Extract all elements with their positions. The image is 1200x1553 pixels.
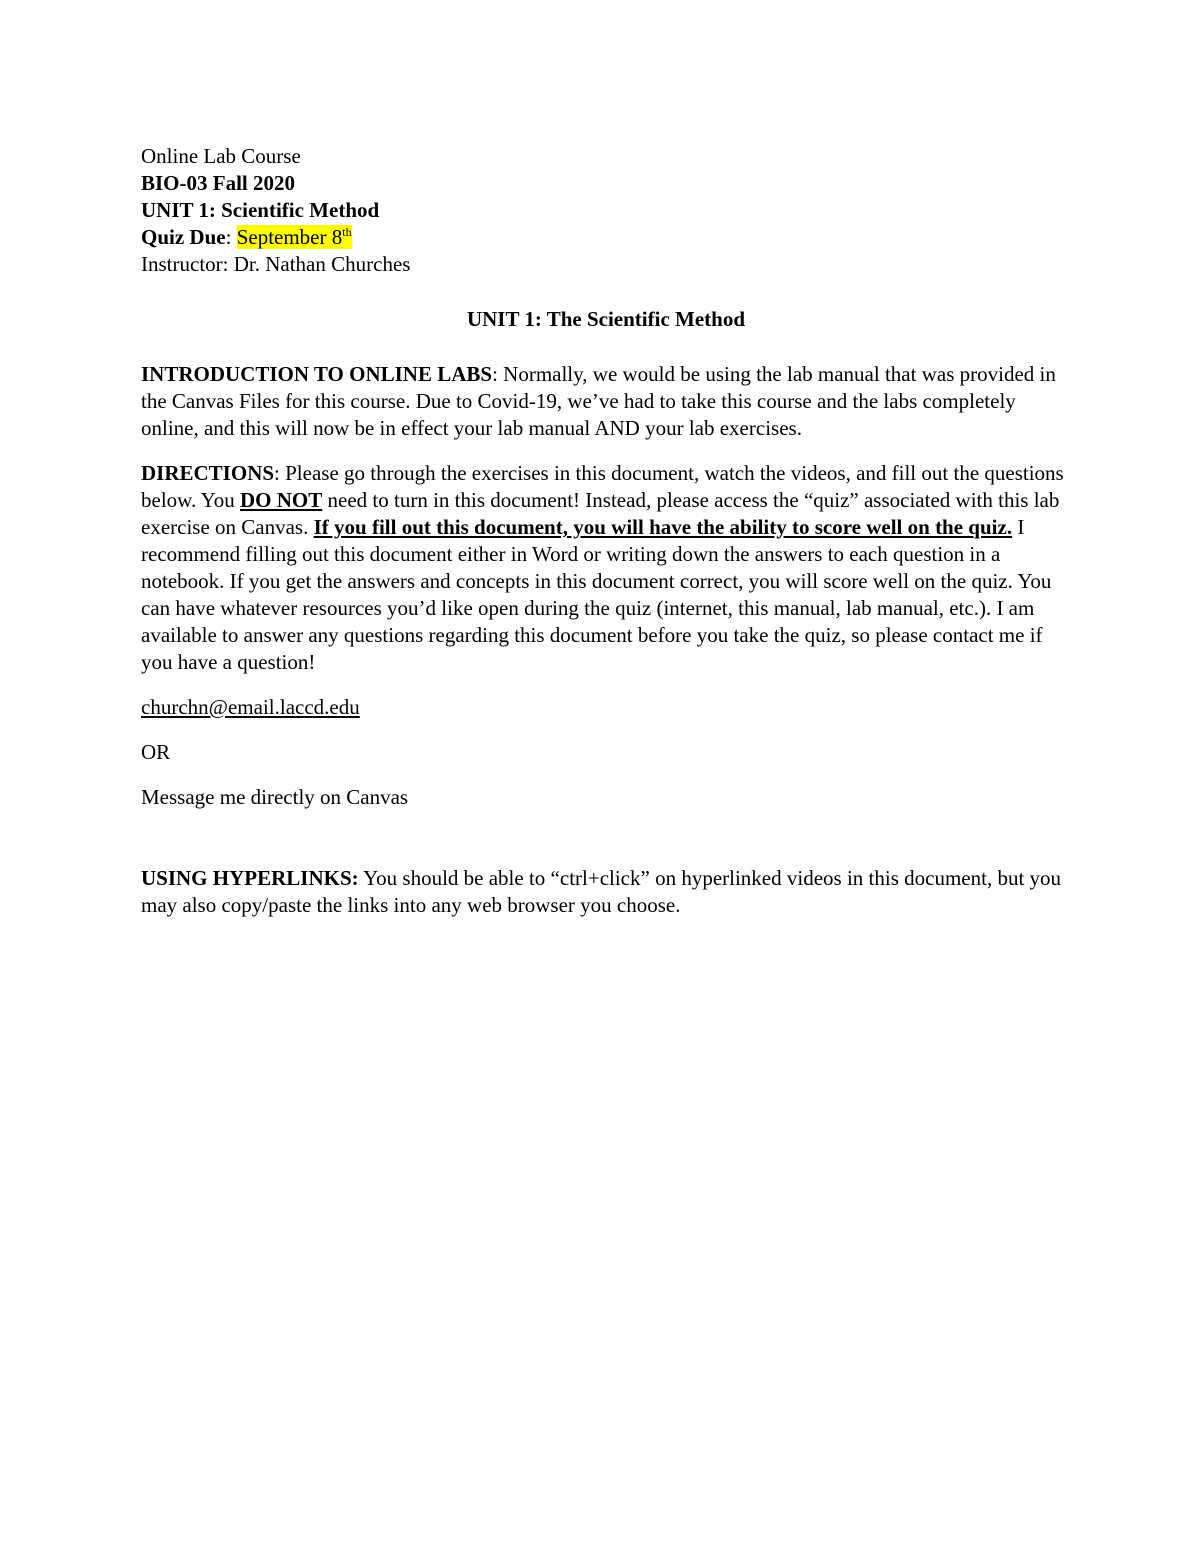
header-block — [141, 143, 1071, 278]
intro-text: : Normally, we would be using the lab manual that was provided in the Canvas Files for this course. Due to Covid-19, we’ve had to take this course and the labs completely online, and this will now be in effect your lab manual AND your lab exercises. — [141, 362, 1056, 440]
directions-emphasis-2: If you fill out this document, you will have the ability to score well on the quiz. — [313, 515, 1013, 539]
directions-paragraph — [141, 460, 1071, 676]
directions-text-1: : Please go through the exercises in this document, watch the videos, and fill out the questions below. You — [141, 461, 1064, 512]
intro-paragraph — [141, 361, 1071, 442]
directions-text-2: need to turn in this document! Instead, please access the “quiz” associated with this lab exercise on Canvas. — [141, 488, 1060, 539]
intro-label: INTRODUCTION TO ONLINE LABS — [141, 362, 493, 386]
contact-or: OR — [141, 740, 171, 764]
quiz-due-line — [141, 224, 1071, 251]
hyperlinks-paragraph — [141, 865, 1071, 919]
quiz-due-label: Quiz Due — [141, 225, 226, 249]
course-term: BIO-03 Fall 2020 — [141, 171, 296, 195]
contact-canvas: Message me directly on Canvas — [141, 785, 409, 809]
document-title: UNIT 1: The Scientific Method — [466, 307, 746, 331]
quiz-due-date — [237, 225, 352, 249]
directions-label: DIRECTIONS — [141, 461, 275, 485]
quiz-due-date-suffix: th — [342, 225, 352, 239]
course-name: Online Lab Course — [141, 144, 301, 168]
quiz-due-date-text: September 8 — [236, 225, 343, 249]
hyperlinks-label: USING HYPERLINKS: — [141, 866, 359, 890]
contact-email-paragraph — [141, 694, 1071, 721]
hyperlinks-text: You should be able to “ctrl+click” on hyperlinked videos in this document, but you may also copy/paste the links into any web browser you choose. — [141, 866, 1062, 917]
spacer — [141, 829, 1071, 865]
quiz-due-sep: : — [225, 225, 237, 249]
instructor-email-link[interactable]: churchn@email.laccd.edu — [141, 695, 360, 719]
instructor-line: Instructor: Dr. Nathan Churches — [141, 252, 411, 276]
unit-heading: UNIT 1: Scientific Method — [141, 198, 380, 222]
directions-emphasis: DO NOT — [240, 488, 323, 512]
document-page — [141, 143, 1071, 937]
directions-text-3: I recommend filling out this document either in Word or writing down the answers to each question in a notebook. If you get the answers and concepts in this document correct, you will score well on the quiz. You can have whatever resources you’d like open during the quiz (internet, this manual, lab manual, etc.). I am available to answer any questions regarding this document before you take the quiz, so please contact me if you have a question! — [141, 515, 1052, 674]
